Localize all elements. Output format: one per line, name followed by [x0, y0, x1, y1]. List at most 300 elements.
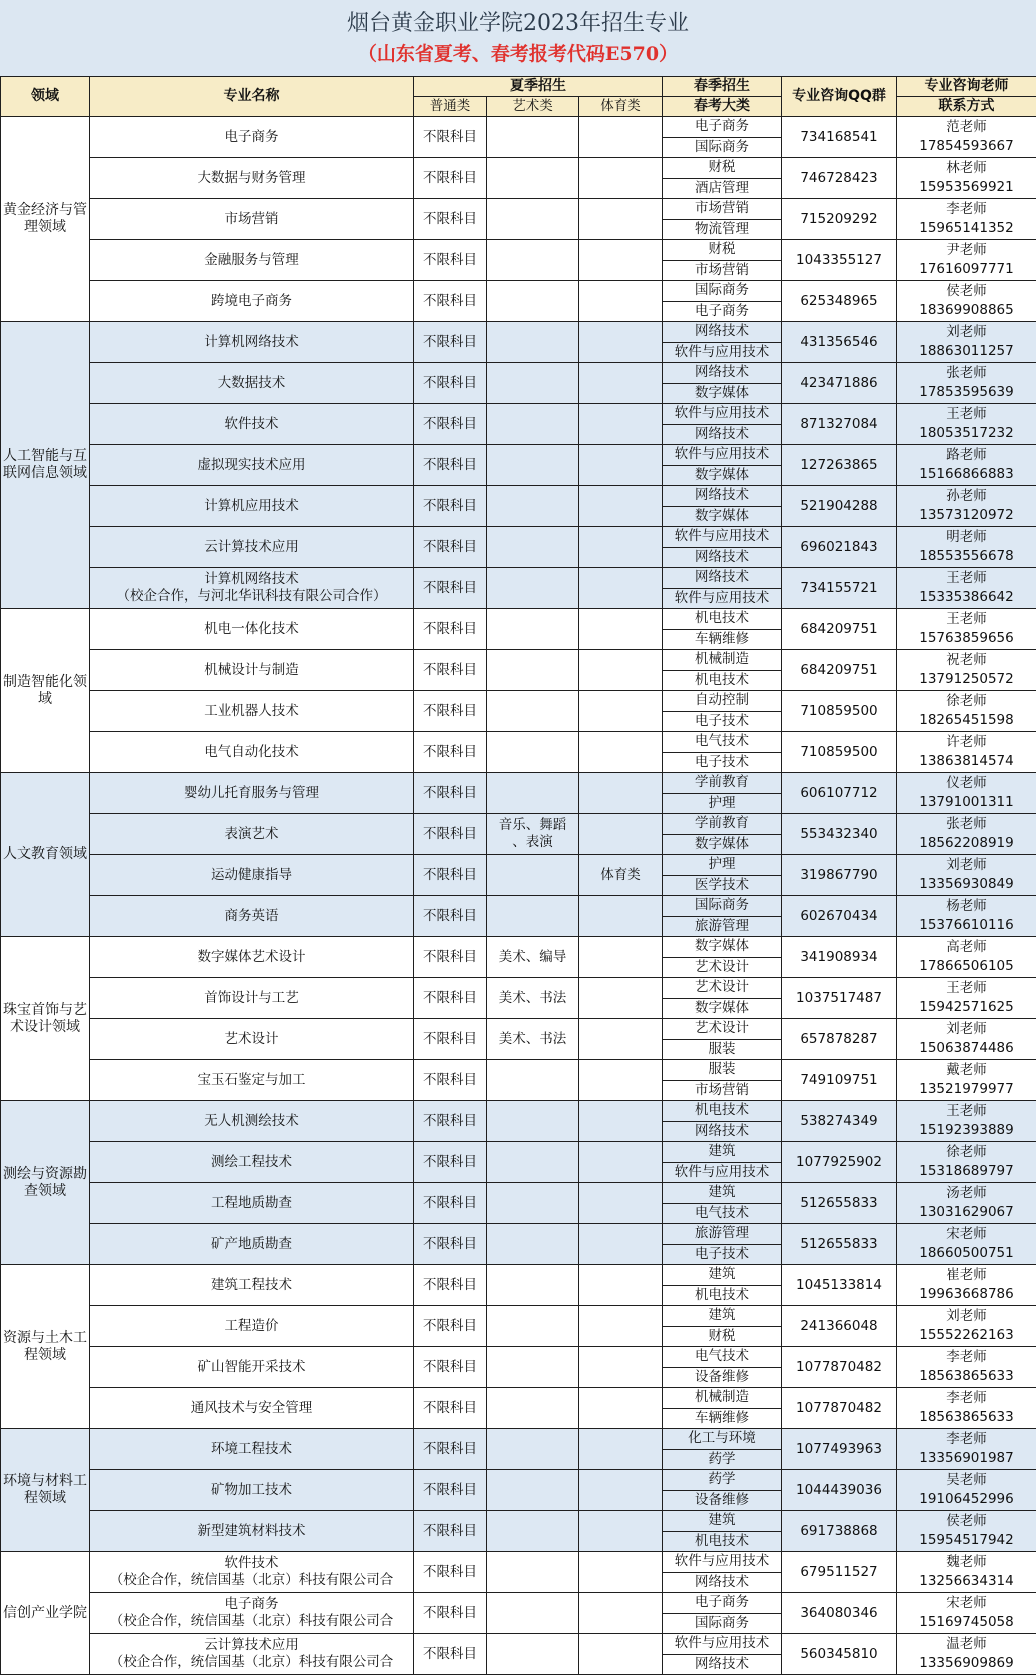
major-name-cell: 电子商务 （校企合作，统信国基（北京）科技有限公司合 — [90, 1593, 414, 1634]
teacher-phone: 18053517232 — [897, 424, 1036, 443]
spring-category-cell — [663, 1101, 782, 1142]
summer-art-cell — [487, 1511, 579, 1552]
spring-category-item: 机械制造 — [663, 1388, 781, 1408]
qq-group-cell: 684209751 — [782, 609, 897, 650]
spring-category-cell — [663, 773, 782, 814]
teacher-name: 侯老师 — [897, 1512, 1036, 1531]
qq-group-cell: 679511527 — [782, 1552, 897, 1593]
teacher-phone: 15763859656 — [897, 629, 1036, 648]
qq-group-cell: 606107712 — [782, 773, 897, 814]
teacher-phone: 13356909869 — [897, 1654, 1036, 1673]
summer-general-cell: 不限科目 — [414, 158, 487, 199]
teacher-name: 刘老师 — [897, 856, 1036, 875]
teacher-phone: 15335386642 — [897, 588, 1036, 607]
teacher-contact-cell — [897, 568, 1036, 609]
spring-category-cell — [663, 732, 782, 773]
table-row — [1, 1142, 1036, 1183]
qq-group-cell: 1077493963 — [782, 1429, 897, 1470]
spring-category-pair — [663, 240, 781, 280]
summer-art-cell — [487, 1429, 579, 1470]
spring-category-pair — [663, 937, 781, 977]
spring-category-item: 国际商务 — [663, 137, 781, 158]
teacher-contact-cell — [897, 1634, 1036, 1675]
spring-category-item: 机电技术 — [663, 609, 781, 629]
teacher-name: 李老师 — [897, 1430, 1036, 1449]
spring-category-item: 网络技术 — [663, 486, 781, 506]
teacher-contact-cell — [897, 1101, 1036, 1142]
summer-sport-cell — [579, 1511, 663, 1552]
table-row — [1, 158, 1036, 199]
summer-general-cell: 不限科目 — [414, 281, 487, 322]
page-subtitle: （山东省夏考、春考报考代码E570） — [0, 40, 1036, 68]
summer-sport-cell — [579, 1265, 663, 1306]
table-row — [1, 1593, 1036, 1634]
teacher-contact-cell — [897, 1183, 1036, 1224]
teacher-contact-cell — [897, 1388, 1036, 1429]
summer-art-cell — [487, 1265, 579, 1306]
summer-art-cell — [487, 1347, 579, 1388]
table-row — [1, 609, 1036, 650]
major-name-cell: 机电一体化技术 — [90, 609, 414, 650]
table-row — [1, 1265, 1036, 1306]
major-name-cell: 电子商务 — [90, 117, 414, 158]
summer-art-cell — [487, 363, 579, 404]
summer-sport-cell — [579, 1388, 663, 1429]
table-row — [1, 691, 1036, 732]
teacher-phone: 18660500751 — [897, 1244, 1036, 1263]
spring-category-item: 酒店管理 — [663, 178, 781, 199]
teacher-contact-cell — [897, 691, 1036, 732]
teacher-name: 尹老师 — [897, 241, 1036, 260]
header-summer-general: 普通类 — [414, 97, 487, 117]
summer-sport-cell — [579, 773, 663, 814]
spring-category-pair — [663, 1347, 781, 1387]
teacher-name: 明老师 — [897, 528, 1036, 547]
teacher-contact-cell — [897, 1142, 1036, 1183]
teacher-name: 吴老师 — [897, 1471, 1036, 1490]
spring-category-cell — [663, 814, 782, 855]
qq-group-cell: 710859500 — [782, 732, 897, 773]
header-summer-sport: 体育类 — [579, 97, 663, 117]
teacher-contact-cell — [897, 650, 1036, 691]
table-row — [1, 404, 1036, 445]
teacher-name: 崔老师 — [897, 1266, 1036, 1285]
summer-art-cell — [487, 445, 579, 486]
spring-category-item: 网络技术 — [663, 1121, 781, 1142]
spring-category-item: 物流管理 — [663, 219, 781, 240]
teacher-phone: 18563865633 — [897, 1408, 1036, 1427]
major-name-cell: 婴幼儿托育服务与管理 — [90, 773, 414, 814]
table-row — [1, 445, 1036, 486]
summer-art-cell — [487, 1634, 579, 1675]
qq-group-cell: 431356546 — [782, 322, 897, 363]
summer-sport-cell — [579, 1347, 663, 1388]
teacher-phone: 15376610116 — [897, 916, 1036, 935]
spring-category-cell — [663, 1265, 782, 1306]
table-row — [1, 773, 1036, 814]
teacher-name: 徐老师 — [897, 1143, 1036, 1162]
spring-category-pair — [663, 527, 781, 567]
spring-category-item: 学前教育 — [663, 814, 781, 834]
major-name-cell: 跨境电子商务 — [90, 281, 414, 322]
summer-art-cell — [487, 1470, 579, 1511]
qq-group-cell: 691738868 — [782, 1511, 897, 1552]
spring-category-item: 学前教育 — [663, 773, 781, 793]
major-name-cell: 商务英语 — [90, 896, 414, 937]
spring-category-item: 软件与应用技术 — [663, 1552, 781, 1572]
summer-sport-cell — [579, 1183, 663, 1224]
summer-sport-cell — [579, 322, 663, 363]
summer-art-cell — [487, 855, 579, 896]
spring-category-cell — [663, 240, 782, 281]
spring-category-pair — [663, 363, 781, 403]
spring-category-item: 电子商务 — [663, 301, 781, 322]
qq-group-cell: 734155721 — [782, 568, 897, 609]
spring-category-item: 软件与应用技术 — [663, 342, 781, 363]
teacher-phone: 17854593667 — [897, 137, 1036, 156]
summer-general-cell: 不限科目 — [414, 1388, 487, 1429]
teacher-name: 林老师 — [897, 159, 1036, 178]
spring-category-item: 建筑 — [663, 1511, 781, 1531]
teacher-contact-cell — [897, 363, 1036, 404]
spring-category-item: 数字媒体 — [663, 383, 781, 404]
major-name-cell: 通风技术与安全管理 — [90, 1388, 414, 1429]
spring-category-cell — [663, 158, 782, 199]
major-name-cell: 大数据技术 — [90, 363, 414, 404]
teacher-phone: 18265451598 — [897, 711, 1036, 730]
major-name-cell: 虚拟现实技术应用 — [90, 445, 414, 486]
teacher-contact-cell — [897, 855, 1036, 896]
teacher-contact-cell — [897, 1593, 1036, 1634]
major-name-cell: 环境工程技术 — [90, 1429, 414, 1470]
summer-sport-cell — [579, 1060, 663, 1101]
teacher-contact-cell — [897, 1470, 1036, 1511]
summer-sport-cell — [579, 650, 663, 691]
spring-category-item: 机电技术 — [663, 670, 781, 691]
summer-art-cell — [487, 896, 579, 937]
summer-general-cell: 不限科目 — [414, 691, 487, 732]
teacher-contact-cell — [897, 527, 1036, 568]
summer-sport-cell — [579, 1634, 663, 1675]
summer-art-cell: 音乐、舞蹈 、表演 — [487, 814, 579, 855]
spring-category-cell — [663, 937, 782, 978]
spring-category-item: 电气技术 — [663, 1347, 781, 1367]
spring-category-item: 电子商务 — [663, 1593, 781, 1613]
teacher-contact-cell — [897, 1019, 1036, 1060]
spring-category-item: 网络技术 — [663, 363, 781, 383]
spring-category-cell — [663, 1634, 782, 1675]
teacher-phone: 15166866883 — [897, 465, 1036, 484]
qq-group-cell: 553432340 — [782, 814, 897, 855]
teacher-name: 张老师 — [897, 364, 1036, 383]
spring-category-cell — [663, 1142, 782, 1183]
spring-category-item: 旅游管理 — [663, 1224, 781, 1244]
spring-category-item: 数字媒体 — [663, 937, 781, 957]
spring-category-pair — [663, 1265, 781, 1305]
spring-category-item: 建筑 — [663, 1142, 781, 1162]
summer-sport-cell — [579, 158, 663, 199]
summer-sport-cell — [579, 1552, 663, 1593]
table-row — [1, 568, 1036, 609]
teacher-phone: 18863011257 — [897, 342, 1036, 361]
spring-category-pair — [663, 158, 781, 198]
table-row — [1, 1347, 1036, 1388]
summer-sport-cell — [579, 896, 663, 937]
teacher-phone: 13791250572 — [897, 670, 1036, 689]
summer-sport-cell — [579, 1593, 663, 1634]
major-name-cell: 艺术设计 — [90, 1019, 414, 1060]
spring-category-cell — [663, 1019, 782, 1060]
table-row — [1, 896, 1036, 937]
table-row — [1, 650, 1036, 691]
spring-category-item: 车辆维修 — [663, 629, 781, 650]
summer-general-cell: 不限科目 — [414, 1265, 487, 1306]
spring-category-item: 药学 — [663, 1449, 781, 1470]
qq-group-cell: 512655833 — [782, 1224, 897, 1265]
teacher-contact-cell — [897, 732, 1036, 773]
spring-category-cell — [663, 404, 782, 445]
teacher-contact-cell — [897, 486, 1036, 527]
major-name-cell: 无人机测绘技术 — [90, 1101, 414, 1142]
teacher-name: 王老师 — [897, 610, 1036, 629]
summer-art-cell — [487, 1060, 579, 1101]
header-spring: 春季招生 — [663, 77, 782, 97]
spring-category-cell — [663, 855, 782, 896]
major-name-cell: 数字媒体艺术设计 — [90, 937, 414, 978]
spring-category-item: 财税 — [663, 240, 781, 260]
summer-art-cell — [487, 1224, 579, 1265]
summer-general-cell: 不限科目 — [414, 650, 487, 691]
summer-sport-cell: 体育类 — [579, 855, 663, 896]
qq-group-cell: 1077925902 — [782, 1142, 897, 1183]
major-name-cell: 工程造价 — [90, 1306, 414, 1347]
teacher-phone: 17616097771 — [897, 260, 1036, 279]
table-row — [1, 1101, 1036, 1142]
teacher-phone: 13863814574 — [897, 752, 1036, 771]
page-title: 烟台黄金职业学院2023年招生专业 — [0, 10, 1036, 38]
spring-category-pair — [663, 1511, 781, 1551]
summer-general-cell: 不限科目 — [414, 404, 487, 445]
teacher-phone: 17853595639 — [897, 383, 1036, 402]
teacher-phone: 13031629067 — [897, 1203, 1036, 1222]
major-name-cell: 新型建筑材料技术 — [90, 1511, 414, 1552]
summer-general-cell: 不限科目 — [414, 322, 487, 363]
qq-group-cell: 625348965 — [782, 281, 897, 322]
header-major: 专业名称 — [90, 77, 414, 117]
summer-art-cell — [487, 773, 579, 814]
spring-category-item: 数字媒体 — [663, 998, 781, 1019]
qq-group-cell: 749109751 — [782, 1060, 897, 1101]
teacher-name: 刘老师 — [897, 1307, 1036, 1326]
summer-art-cell: 美术、书法 — [487, 978, 579, 1019]
teacher-phone: 15063874486 — [897, 1039, 1036, 1058]
major-name-cell: 工业机器人技术 — [90, 691, 414, 732]
spring-category-item: 护理 — [663, 793, 781, 814]
major-name-cell: 矿产地质勘查 — [90, 1224, 414, 1265]
teacher-contact-cell — [897, 773, 1036, 814]
area-cell: 制造智能化领域 — [1, 609, 90, 773]
summer-art-cell — [487, 404, 579, 445]
spring-category-item: 软件与应用技术 — [663, 404, 781, 424]
spring-category-item: 数字媒体 — [663, 465, 781, 486]
summer-general-cell: 不限科目 — [414, 568, 487, 609]
major-name-cell: 宝玉石鉴定与加工 — [90, 1060, 414, 1101]
teacher-name: 王老师 — [897, 979, 1036, 998]
spring-category-pair — [663, 322, 781, 362]
spring-category-cell — [663, 691, 782, 732]
qq-group-cell: 1045133814 — [782, 1265, 897, 1306]
teacher-name: 李老师 — [897, 200, 1036, 219]
spring-category-item: 艺术设计 — [663, 957, 781, 978]
qq-group-cell: 715209292 — [782, 199, 897, 240]
spring-category-cell — [663, 1429, 782, 1470]
table-row — [1, 322, 1036, 363]
summer-sport-cell — [579, 609, 663, 650]
teacher-name: 温老师 — [897, 1635, 1036, 1654]
spring-category-item: 电子技术 — [663, 752, 781, 773]
summer-art-cell — [487, 240, 579, 281]
qq-group-cell: 1037517487 — [782, 978, 897, 1019]
spring-category-item: 医学技术 — [663, 875, 781, 896]
table-row — [1, 281, 1036, 322]
major-name-cell: 软件技术 （校企合作，统信国基（北京）科技有限公司合 — [90, 1552, 414, 1593]
summer-art-cell — [487, 691, 579, 732]
spring-category-item: 服装 — [663, 1060, 781, 1080]
summer-general-cell: 不限科目 — [414, 814, 487, 855]
summer-general-cell: 不限科目 — [414, 1593, 487, 1634]
summer-general-cell: 不限科目 — [414, 937, 487, 978]
summer-art-cell — [487, 281, 579, 322]
teacher-contact-cell — [897, 814, 1036, 855]
table-row — [1, 855, 1036, 896]
spring-category-item: 艺术设计 — [663, 1019, 781, 1039]
spring-category-pair — [663, 978, 781, 1018]
teacher-name: 祝老师 — [897, 651, 1036, 670]
teacher-name: 戴老师 — [897, 1061, 1036, 1080]
table-row — [1, 1060, 1036, 1101]
teacher-phone: 15192393889 — [897, 1121, 1036, 1140]
spring-category-pair — [663, 1183, 781, 1223]
spring-category-pair — [663, 117, 781, 157]
summer-sport-cell — [579, 1142, 663, 1183]
spring-category-cell — [663, 568, 782, 609]
summer-sport-cell — [579, 732, 663, 773]
spring-category-pair — [663, 1634, 781, 1674]
table-row — [1, 1183, 1036, 1224]
teacher-phone: 19963668786 — [897, 1285, 1036, 1304]
spring-category-pair — [663, 281, 781, 321]
summer-general-cell: 不限科目 — [414, 199, 487, 240]
qq-group-cell: 423471886 — [782, 363, 897, 404]
spring-category-cell — [663, 486, 782, 527]
teacher-name: 侯老师 — [897, 282, 1036, 301]
summer-sport-cell — [579, 568, 663, 609]
qq-group-cell: 602670434 — [782, 896, 897, 937]
teacher-name: 仪老师 — [897, 774, 1036, 793]
major-name-cell: 市场营销 — [90, 199, 414, 240]
spring-category-item: 市场营销 — [663, 199, 781, 219]
teacher-name: 王老师 — [897, 405, 1036, 424]
major-name-cell: 测绘工程技术 — [90, 1142, 414, 1183]
teacher-phone: 13256634314 — [897, 1572, 1036, 1591]
summer-general-cell: 不限科目 — [414, 363, 487, 404]
spring-category-item: 国际商务 — [663, 896, 781, 916]
spring-category-item: 市场营销 — [663, 1080, 781, 1101]
teacher-contact-cell — [897, 896, 1036, 937]
teacher-name: 路老师 — [897, 446, 1036, 465]
major-name-cell: 矿山智能开采技术 — [90, 1347, 414, 1388]
spring-category-cell — [663, 1060, 782, 1101]
spring-category-item: 电气技术 — [663, 1203, 781, 1224]
major-name-cell: 计算机网络技术 — [90, 322, 414, 363]
teacher-contact-cell — [897, 609, 1036, 650]
teacher-contact-cell — [897, 1060, 1036, 1101]
qq-group-cell: 696021843 — [782, 527, 897, 568]
summer-art-cell — [487, 650, 579, 691]
teacher-name: 宋老师 — [897, 1594, 1036, 1613]
spring-category-item: 软件与应用技术 — [663, 527, 781, 547]
spring-category-pair — [663, 1306, 781, 1346]
teacher-contact-cell — [897, 1347, 1036, 1388]
table-row — [1, 1552, 1036, 1593]
summer-art-cell — [487, 1552, 579, 1593]
teacher-name: 刘老师 — [897, 323, 1036, 342]
qq-group-cell: 746728423 — [782, 158, 897, 199]
teacher-phone: 15169745058 — [897, 1613, 1036, 1632]
header-summer-art: 艺术类 — [487, 97, 579, 117]
spring-category-pair — [663, 773, 781, 813]
major-name-cell: 大数据与财务管理 — [90, 158, 414, 199]
teacher-name: 范老师 — [897, 118, 1036, 137]
table-row — [1, 937, 1036, 978]
major-name-cell: 云计算技术应用 — [90, 527, 414, 568]
spring-category-pair — [663, 1388, 781, 1428]
summer-sport-cell — [579, 486, 663, 527]
teacher-name: 宋老师 — [897, 1225, 1036, 1244]
summer-sport-cell — [579, 814, 663, 855]
header-contact: 联系方式 — [897, 97, 1036, 117]
spring-category-cell — [663, 609, 782, 650]
teacher-name: 徐老师 — [897, 692, 1036, 711]
spring-category-pair — [663, 445, 781, 485]
teacher-phone: 18563865633 — [897, 1367, 1036, 1386]
spring-category-pair — [663, 1429, 781, 1469]
teacher-phone: 17866506105 — [897, 957, 1036, 976]
summer-art-cell — [487, 568, 579, 609]
spring-category-cell — [663, 1593, 782, 1634]
spring-category-item: 财税 — [663, 1326, 781, 1347]
summer-art-cell — [487, 1306, 579, 1347]
header-teacher: 专业咨询老师 — [897, 77, 1036, 97]
spring-category-pair — [663, 1470, 781, 1510]
summer-sport-cell — [579, 937, 663, 978]
teacher-contact-cell — [897, 1306, 1036, 1347]
qq-group-cell: 521904288 — [782, 486, 897, 527]
summer-general-cell: 不限科目 — [414, 1429, 487, 1470]
major-name-cell: 机械设计与制造 — [90, 650, 414, 691]
spring-category-cell — [663, 1552, 782, 1593]
header-spring-category: 春考大类 — [663, 97, 782, 117]
teacher-name: 杨老师 — [897, 897, 1036, 916]
spring-category-cell — [663, 1224, 782, 1265]
summer-art-cell — [487, 486, 579, 527]
major-name-cell: 建筑工程技术 — [90, 1265, 414, 1306]
spring-category-item: 财税 — [663, 158, 781, 178]
qq-group-cell: 512655833 — [782, 1183, 897, 1224]
teacher-name: 李老师 — [897, 1348, 1036, 1367]
spring-category-cell — [663, 978, 782, 1019]
summer-general-cell: 不限科目 — [414, 1101, 487, 1142]
